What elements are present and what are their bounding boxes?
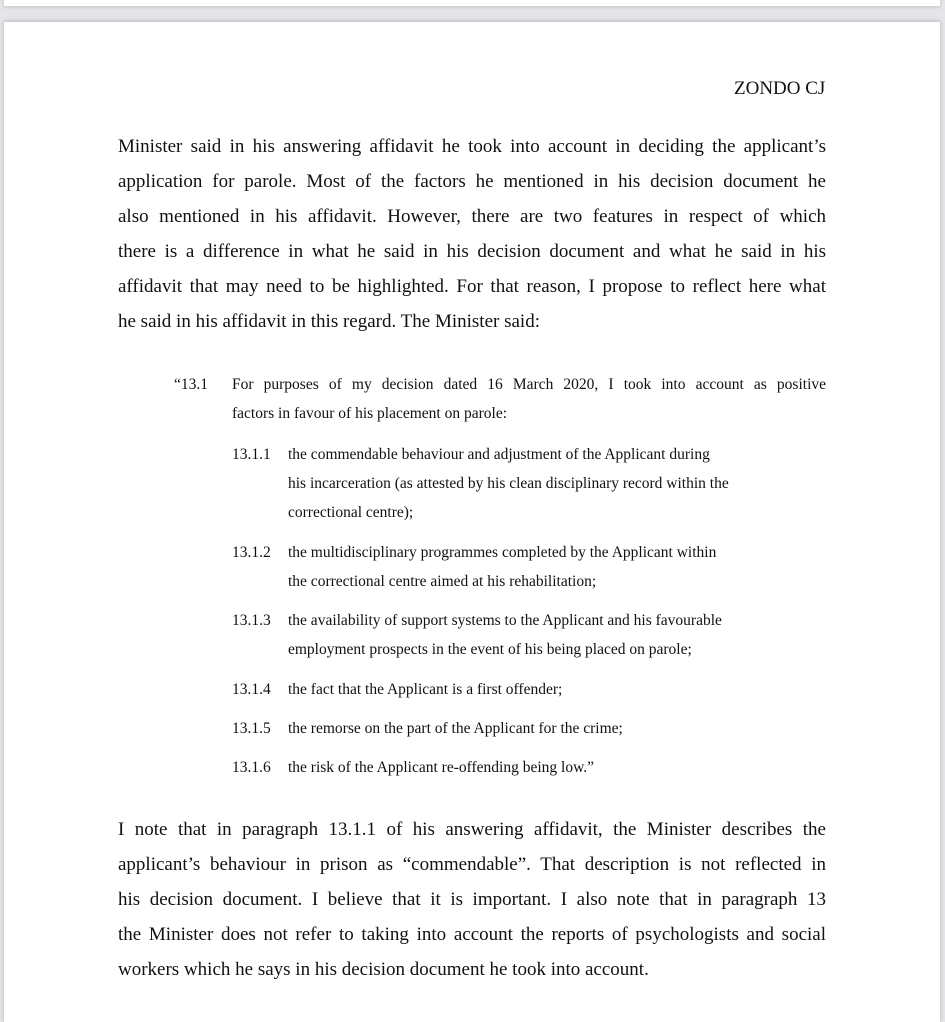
item-number: 13.1.6 bbox=[232, 759, 271, 776]
text-line: the fact that the Applicant is a first offender; bbox=[288, 681, 563, 698]
text-line: workers which he says in his decision document he took into account. bbox=[118, 959, 649, 980]
text-line: his incarceration (as attested by his clean disciplinary record within the bbox=[288, 475, 729, 492]
text-line: his decision document. I believe that it is important. I also note that in paragraph 13 bbox=[118, 889, 826, 910]
text-line: also mentioned in his affidavit. However, there are two features in respect of which bbox=[118, 206, 826, 227]
text-line: affidavit that may need to be highlighted. For that reason, I propose to reflect here what bbox=[118, 276, 826, 297]
text-line: the correctional centre aimed at his rehabilitation; bbox=[288, 573, 597, 590]
text-line: the risk of the Applicant re-offending being low.” bbox=[288, 759, 595, 776]
text-line: the multidisciplinary programmes completed by the Applicant within bbox=[288, 544, 717, 561]
item-number: 13.1.5 bbox=[232, 720, 271, 737]
text-line: he said in his affidavit in this regard. The Minister said: bbox=[118, 311, 540, 332]
item-number: 13.1.1 bbox=[232, 446, 271, 463]
text-line: the commendable behaviour and adjustment of the Applicant during bbox=[288, 446, 710, 463]
text-line: there is a difference in what he said in his decision document and what he said in his bbox=[118, 241, 826, 262]
document-page[interactable] bbox=[4, 22, 940, 1022]
text-line: application for parole. Most of the factors he mentioned in his decision document he bbox=[118, 171, 826, 192]
item-number: 13.1.4 bbox=[232, 681, 271, 698]
text-line: the Minister does not refer to taking into account the reports of psychologists and social bbox=[118, 924, 826, 945]
item-number: 13.1.2 bbox=[232, 544, 271, 561]
quote-number: “13.1 bbox=[174, 376, 209, 393]
text-line: factors in favour of his placement on parole: bbox=[232, 405, 508, 422]
item-number: 13.1.3 bbox=[232, 612, 271, 629]
previous-page-edge bbox=[4, 0, 940, 6]
running-header: ZONDO CJ bbox=[734, 78, 826, 99]
text-line: applicant’s behaviour in prison as “commendable”. That description is not reflected in bbox=[118, 854, 826, 875]
text-line: I note that in paragraph 13.1.1 of his answering affidavit, the Minister describes the bbox=[118, 819, 826, 840]
text-line: For purposes of my decision dated 16 March 2020, I took into account as positive bbox=[232, 376, 826, 393]
text-line: the availability of support systems to the Applicant and his favourable bbox=[288, 612, 722, 629]
text-line: Minister said in his answering affidavit he took into account in deciding the applicant’s bbox=[118, 136, 826, 157]
text-line: employment prospects in the event of his being placed on parole; bbox=[288, 641, 692, 658]
text-line: correctional centre); bbox=[288, 504, 414, 521]
text-line: the remorse on the part of the Applicant for the crime; bbox=[288, 720, 623, 737]
